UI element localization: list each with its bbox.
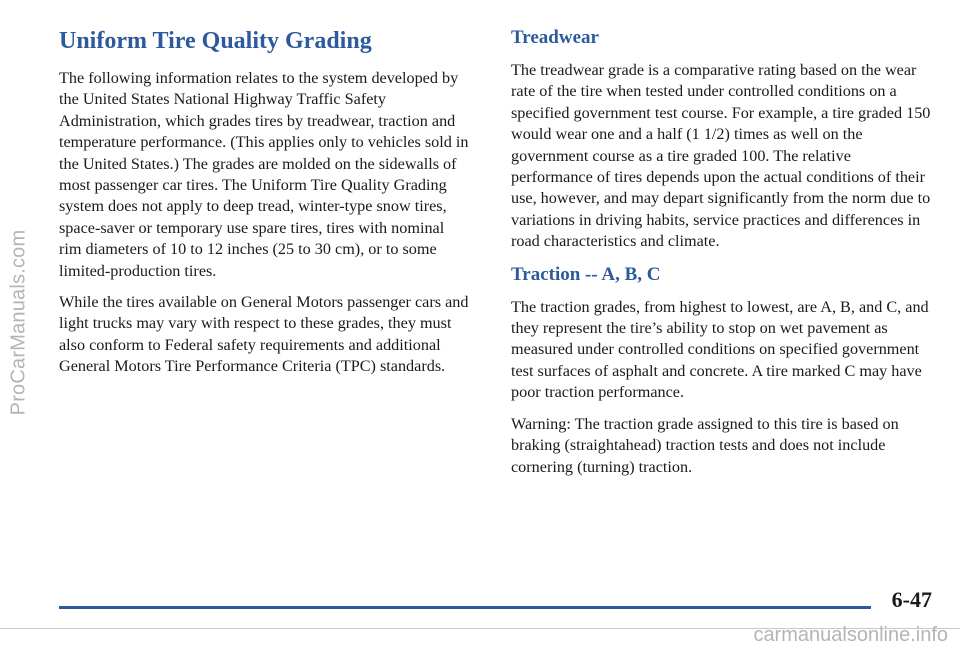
gm-paragraph: While the tires available on General Motors passenger cars and light trucks may vary with respect to these grades, they must also conform to Federal safety requirements and additional General Motors Tire Performance Criteria (TPC) standards. <box>59 293 469 376</box>
intro-paragraph: The following information relates to the system developed by the United States National Highway Traffic Safety Administration, which grades tires by treadwear, traction and temperature performance. (This applies only to vehicles sold in the United States.) The grades are molded on the sidewalls of most passenger car tires. The Uniform Tire Quality Grading system does not apply to deep tread, winter-type snow tires, space-saver or temporary use spare tires, tires with nominal rim diameters of 10 to 12 inches (25 to 30 cm), or to some limited-production tires. <box>59 69 469 280</box>
page-number: 6-47 <box>891 587 932 612</box>
treadwear-heading: Treadwear <box>511 27 599 48</box>
section-title: Uniform Tire Quality Grading <box>59 28 372 54</box>
traction-heading: Traction -- A, B, C <box>511 263 661 285</box>
footer-rule <box>59 606 871 609</box>
side-watermark <box>4 0 34 645</box>
bottom-watermark: carmanualsonline.info <box>753 624 948 646</box>
side-watermark-text: ProCarManuals.com <box>7 229 30 416</box>
traction-warning-paragraph: Warning: The traction grade assigned to this tire is based on braking (straightahead) traction tests and does not include cornering (turning) traction. <box>511 414 899 476</box>
left-column <box>59 26 469 388</box>
right-column <box>511 26 936 488</box>
traction-paragraph: The traction grades, from highest to lowest, are A, B, and C, and they represent the tire’s ability to stop on wet pavement as measured under controlled conditions on specified government test surfaces of asphalt and concrete. A tire marked C may have poor traction performance. <box>511 297 929 402</box>
treadwear-paragraph: The treadwear grade is a comparative rating based on the wear rate of the tire when tested under controlled conditions on a specified government test course. For example, a tire graded 150 would wear one and a half (1 1/2) times as well on the government course as a tire graded 100. The relative performance of tires depends upon the actual conditions of their use, however, and may depart significantly from the norm due to variations in driving habits, service practices and differences in road characteristics and climate. <box>511 61 931 251</box>
